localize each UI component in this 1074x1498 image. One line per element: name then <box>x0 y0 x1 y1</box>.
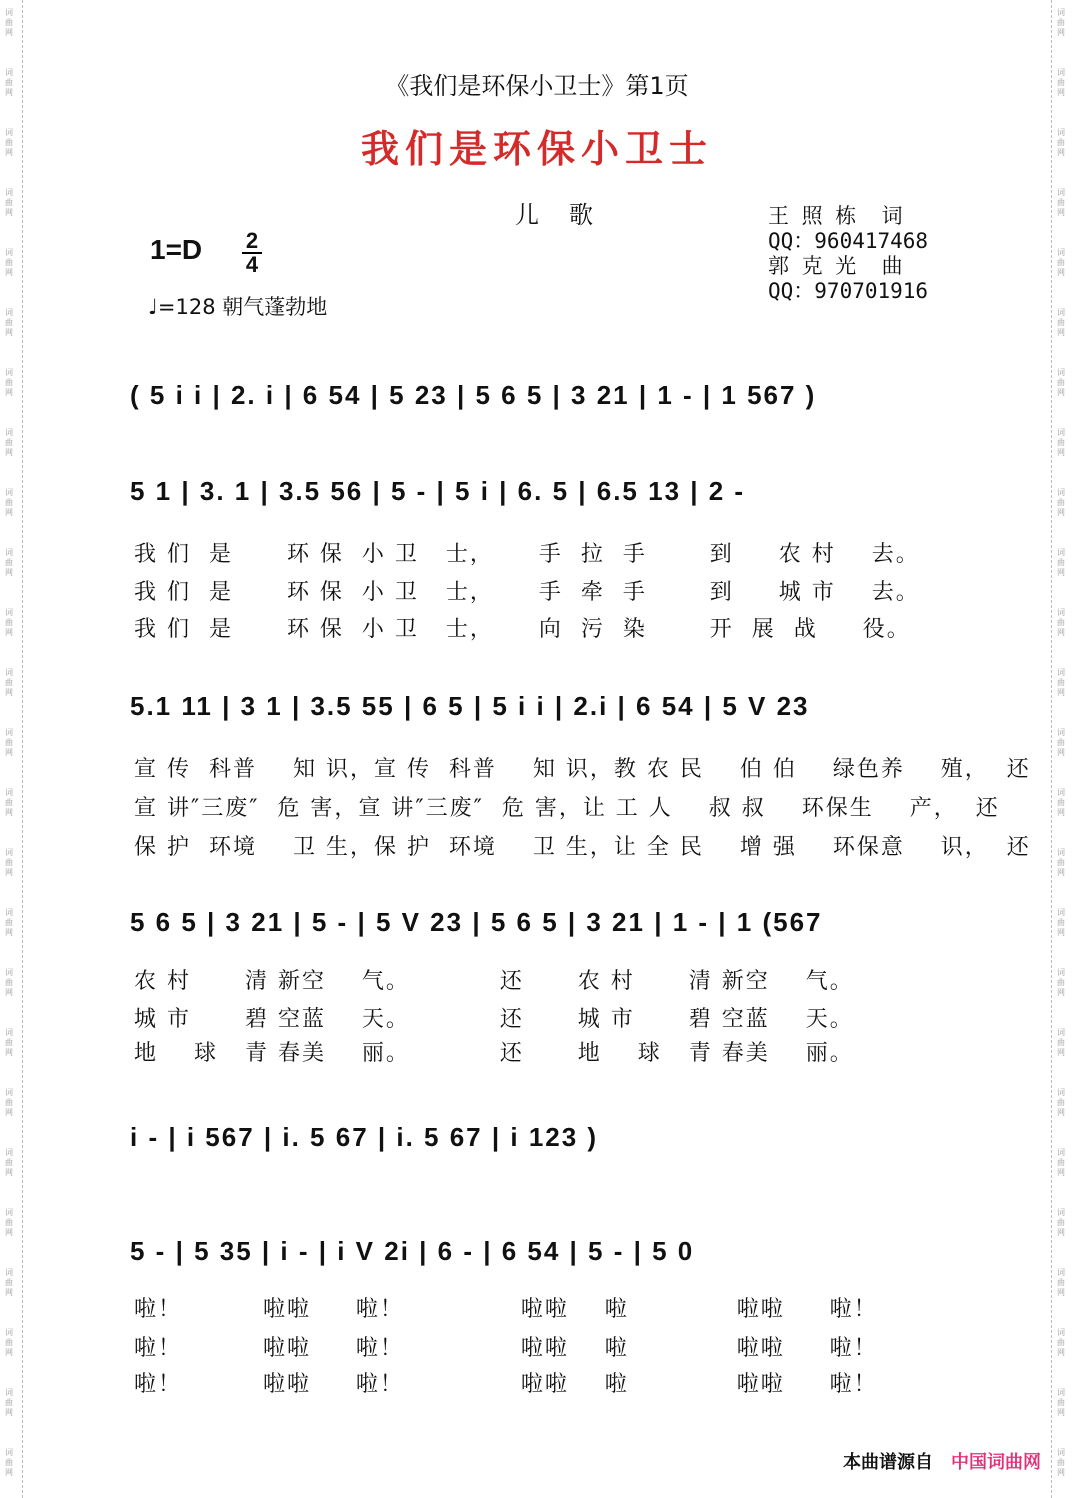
watermark-text: 词 曲 网 <box>1057 1148 1065 1177</box>
notation-line-3: 5.1 11 | 3 1 | 3.5 55 | 6 5 | 5 i i | 2.i | 6 54 | 5 V 23 <box>130 691 810 721</box>
watermark-text: 词 曲 网 <box>1057 848 1065 877</box>
watermark-text: 词 曲 网 <box>5 188 13 217</box>
lyric-line-3-2: 宣 讲″三废″ 危 害，宣 讲″三废″ 危 害，让 工 人 叔 叔 环保生 产， 还 <box>134 796 1000 821</box>
watermark-text: 词 曲 网 <box>1057 908 1065 937</box>
watermark-text: 词 曲 网 <box>5 848 13 877</box>
composer: 郭 克 光 曲 <box>768 254 903 278</box>
watermark-text: 词 曲 网 <box>1057 1268 1065 1297</box>
lyric-line-4-3: 地 球 青 春美 丽。 还 地 球 青 春美 丽。 <box>134 1041 854 1066</box>
key-signature: 1=D <box>150 234 203 265</box>
lyric-line-3-3: 保 护 环境 卫 生，保 护 环境 卫 生，让 全 民 增 强 环保意 识， 还 <box>134 835 1031 860</box>
watermark-text: 词 曲 网 <box>5 1208 13 1237</box>
watermark-text: 词 曲 网 <box>1057 368 1065 397</box>
watermark-text: 词 曲 网 <box>5 1088 13 1117</box>
watermark-text: 词 曲 网 <box>1057 488 1065 517</box>
watermark-text: 词 曲 网 <box>1057 1388 1065 1417</box>
watermark-text: 词 曲 网 <box>1057 1088 1065 1117</box>
time-numerator: 2 <box>242 230 262 254</box>
lyric-line-2-2: 我 们 是 环 保 小 卫 士， 手 牵 手 到 城 市 去。 <box>134 580 920 605</box>
watermark-text: 词 曲 网 <box>1057 1208 1065 1237</box>
notation-line-5: i - | i 567 | i. 5 67 | i. 5 67 | i 123 ) <box>130 1122 599 1152</box>
watermark-text: 词 曲 网 <box>5 68 13 97</box>
genre-label: 儿歌 <box>515 201 623 229</box>
credits <box>768 204 928 304</box>
watermark-text: 词 曲 网 <box>1057 188 1065 217</box>
tempo-marking: ♩=128 朝气蓬勃地 <box>148 295 328 319</box>
watermark-text: 词 曲 网 <box>5 1148 13 1177</box>
right-watermark-strip <box>1051 0 1074 1498</box>
watermark-text: 词 曲 网 <box>5 1388 13 1417</box>
watermark-text: 词 曲 网 <box>5 608 13 637</box>
lyric-line-6-1: 啦！ 啦啦 啦！ 啦啦 啦 啦啦 啦！ <box>134 1297 878 1322</box>
watermark-text: 词 曲 网 <box>5 548 13 577</box>
composer-qq: QQ：970701916 <box>768 279 929 303</box>
watermark-text: 词 曲 网 <box>1057 68 1065 97</box>
watermark-text: 词 曲 网 <box>1057 728 1065 757</box>
watermark-text: 词 曲 网 <box>1057 668 1065 697</box>
lyricist: 王 照 栋 词 <box>768 204 903 228</box>
watermark-text: 词 曲 网 <box>1057 1448 1065 1477</box>
watermark-text: 词 曲 网 <box>5 428 13 457</box>
watermark-text: 词 曲 网 <box>1057 788 1065 817</box>
watermark-text: 词 曲 网 <box>1057 248 1065 277</box>
lyric-line-2-1: 我 们 是 环 保 小 卫 士， 手 拉 手 到 农 村 去。 <box>134 542 920 567</box>
watermark-text: 词 曲 网 <box>5 1268 13 1297</box>
watermark-text: 词 曲 网 <box>1057 608 1065 637</box>
lyricist-qq: QQ：960417468 <box>768 229 929 253</box>
lyric-line-2-3: 我 们 是 环 保 小 卫 士， 向 污 染 开 展 战 役。 <box>134 617 911 642</box>
watermark-text: 词 曲 网 <box>5 668 13 697</box>
watermark-text: 词 曲 网 <box>1057 128 1065 157</box>
watermark-text: 词 曲 网 <box>5 1448 13 1477</box>
watermark-text: 词 曲 网 <box>1057 548 1065 577</box>
watermark-text: 词 曲 网 <box>5 368 13 397</box>
watermark-text: 词 曲 网 <box>5 728 13 757</box>
lyric-line-4-1: 农 村 清 新空 气。 还 农 村 清 新空 气。 <box>134 969 854 994</box>
watermark-text: 词 曲 网 <box>5 248 13 277</box>
notation-line-4: 5 6 5 | 3 21 | 5 - | 5 V 23 | 5 6 5 | 3 21 | 1 - | 1 (567 <box>130 907 823 937</box>
notation-line-6: 5 - | 5 35 | i - | i V 2i | 6 - | 6 54 | 5 - | 5 0 <box>130 1236 695 1266</box>
time-signature <box>242 230 262 276</box>
watermark-text: 词 曲 网 <box>5 128 13 157</box>
watermark-text: 词 曲 网 <box>1057 1328 1065 1357</box>
watermark-text: 词 曲 网 <box>5 968 13 997</box>
notation-line-1: ( 5 i i | 2. i | 6 54 | 5 23 | 5 6 5 | 3 21 | 1 - | 1 567 ) <box>130 380 817 410</box>
watermark-text: 词 曲 网 <box>1057 8 1065 37</box>
watermark-text: 词 曲 网 <box>5 308 13 337</box>
watermark-text: 词 曲 网 <box>1057 428 1065 457</box>
lyric-line-6-2: 啦！ 啦啦 啦！ 啦啦 啦 啦啦 啦！ <box>134 1336 878 1361</box>
lyric-line-6-3: 啦！ 啦啦 啦！ 啦啦 啦 啦啦 啦！ <box>134 1372 878 1397</box>
footer-source-label: 本曲谱源自 <box>843 1452 933 1473</box>
song-title: 我们是环保小卫士 <box>360 126 713 171</box>
lyric-line-4-2: 城 市 碧 空蓝 天。 还 城 市 碧 空蓝 天。 <box>134 1007 854 1032</box>
page-header: 《我们是环保小卫士》第1页 <box>385 72 689 100</box>
watermark-text: 词 曲 网 <box>5 8 13 37</box>
footer <box>843 1448 1041 1474</box>
watermark-text: 词 曲 网 <box>5 1028 13 1057</box>
watermark-text: 词 曲 网 <box>1057 308 1065 337</box>
watermark-text: 词 曲 网 <box>5 1328 13 1357</box>
watermark-text: 词 曲 网 <box>1057 1028 1065 1057</box>
watermark-text: 词 曲 网 <box>5 908 13 937</box>
time-denominator: 4 <box>245 252 259 277</box>
watermark-text: 词 曲 网 <box>5 488 13 517</box>
watermark-text: 词 曲 网 <box>1057 968 1065 997</box>
footer-brand-link[interactable]: 中国词曲网 <box>951 1452 1041 1473</box>
watermark-text: 词 曲 网 <box>5 788 13 817</box>
left-watermark-strip <box>0 0 23 1498</box>
notation-line-2: 5 1 | 3. 1 | 3.5 56 | 5 - | 5 i | 6. 5 | 6.5 13 | 2 - <box>130 476 746 506</box>
lyric-line-3-1: 宣 传 科普 知 识，宣 传 科普 知 识，教 农 民 伯 伯 绿色养 殖， 还 <box>134 757 1031 782</box>
